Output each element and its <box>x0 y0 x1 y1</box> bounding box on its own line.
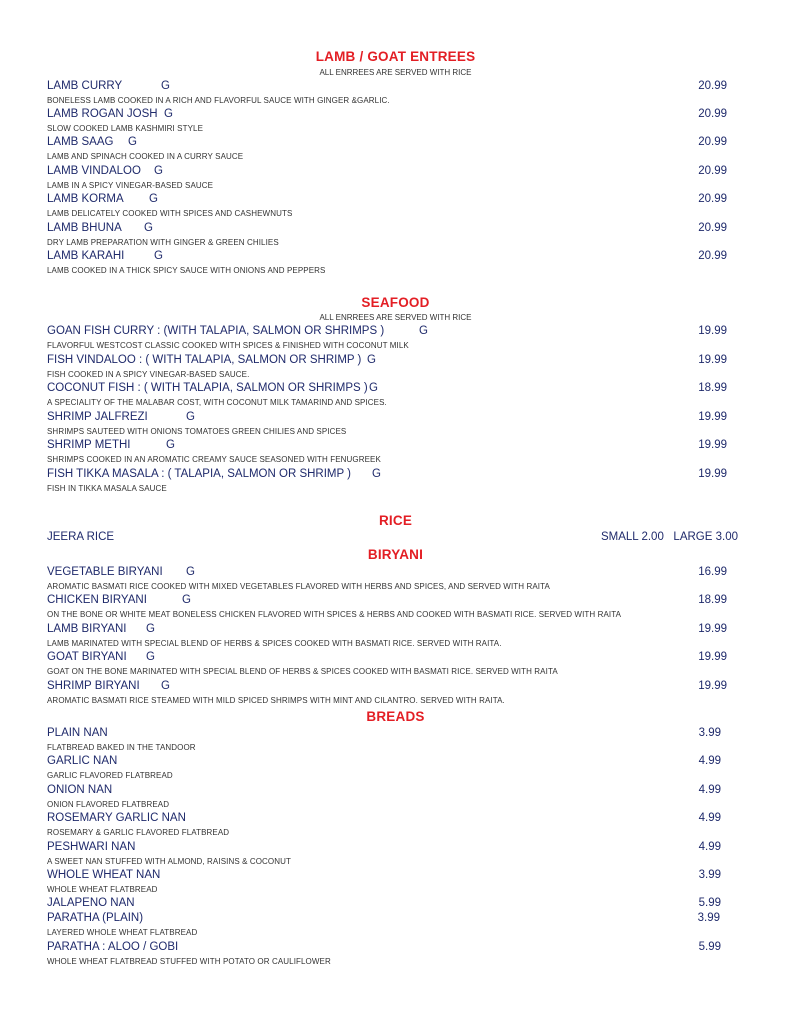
menu-item-price: SMALL 2.00 LARGE 3.00 <box>600 531 738 543</box>
menu-item-description: ROSEMARY & GARLIC FLAVORED FLATBREAD <box>47 828 230 837</box>
menu-item-price: 16.99 <box>698 566 727 578</box>
lamb-section-title: LAMB / GOAT ENTREES <box>315 49 476 64</box>
menu-item-price: 19.99 <box>698 680 727 692</box>
menu-item-description: DRY LAMB PREPARATION WITH GINGER & GREEN CHILIES <box>47 238 279 247</box>
biryani-section-title: BIRYANI <box>367 547 424 562</box>
menu-item-description: BONELESS LAMB COOKED IN A RICH AND FLAVORFUL SAUCE WITH GINGER &GARLIC. <box>47 96 390 105</box>
menu-item-name: WHOLE WHEAT NAN <box>47 869 161 881</box>
menu-item-description: LAYERED WHOLE WHEAT FLATBREAD <box>47 928 198 937</box>
menu-item-price: 20.99 <box>698 250 727 262</box>
menu-item-price: 19.99 <box>698 623 727 635</box>
gluten-marker: G <box>372 468 381 480</box>
gluten-marker: G <box>154 165 163 177</box>
menu-item-name: LAMB KORMA <box>47 193 124 205</box>
menu-item-name: CHICKEN BIRYANI <box>47 594 147 606</box>
menu-item-description: SLOW COOKED LAMB KASHMIRI STYLE <box>47 124 204 133</box>
menu-item-description: A SWEET NAN STUFFED WITH ALMOND, RAISINS & COCONUT <box>47 857 291 866</box>
menu-item-name: SHRIMP JALFREZI <box>47 411 148 423</box>
menu-item-price: 19.99 <box>698 468 727 480</box>
menu-item-price: 5.99 <box>698 897 721 909</box>
menu-item-name: PARATHA : ALOO / GOBI <box>47 941 179 953</box>
lamb-section-subtitle: ALL ENRREES ARE SERVED WITH RICE <box>319 68 472 77</box>
menu-item-name: LAMB KARAHI <box>47 250 125 262</box>
gluten-marker: G <box>186 411 195 423</box>
menu-item-price: 19.99 <box>698 325 727 337</box>
menu-item-description: GARLIC FLAVORED FLATBREAD <box>47 771 173 780</box>
gluten-marker: G <box>128 136 137 148</box>
menu-item-description: SHRIMPS SAUTEED WITH ONIONS TOMATOES GREEN CHILIES AND SPICES <box>47 427 347 436</box>
menu-item-description: LAMB AND SPINACH COOKED IN A CURRY SAUCE <box>47 152 244 161</box>
gluten-marker: G <box>166 439 175 451</box>
gluten-marker: G <box>154 250 163 262</box>
gluten-marker: G <box>164 108 173 120</box>
menu-item-name: JEERA RICE <box>47 531 115 543</box>
menu-item-price: 3.99 <box>698 727 721 739</box>
menu-item-description: A SPECIALITY OF THE MALABAR COST, WITH COCONUT MILK TAMARIND AND SPICES. <box>47 398 387 407</box>
menu-item-name: LAMB BHUNA <box>47 222 122 234</box>
menu-item-name: COCONUT FISH : ( WITH TALAPIA, SALMON OR SHRIMPS ) <box>47 382 368 394</box>
menu-item-description: FLAVORFUL WESTCOST CLASSIC COOKED WITH SPICES & FINISHED WITH COCONUT MILK <box>47 341 409 350</box>
menu-item-name: PESHWARI NAN <box>47 841 136 853</box>
menu-item-price: 4.99 <box>698 755 721 767</box>
menu-item-price: 19.99 <box>698 651 727 663</box>
menu-item-name: LAMB ROGAN JOSH <box>47 108 158 120</box>
menu-item-name: FISH VINDALOO : ( WITH TALAPIA, SALMON OR SHRIMP ) <box>47 354 362 366</box>
menu-item-name: ONION NAN <box>47 784 113 796</box>
menu-item-description: LAMB DELICATELY COOKED WITH SPICES AND CASHEWNUTS <box>47 209 293 218</box>
menu-item-description: FISH IN TIKKA MASALA SAUCE <box>47 484 167 493</box>
menu-item-price: 20.99 <box>698 108 727 120</box>
menu-item-price: 20.99 <box>698 80 727 92</box>
menu-item-name: SHRIMP METHI <box>47 439 131 451</box>
gluten-marker: G <box>144 222 153 234</box>
menu-item-price: 4.99 <box>698 812 721 824</box>
menu-item-name: VEGETABLE BIRYANI <box>47 566 163 578</box>
gluten-marker: G <box>367 354 376 366</box>
menu-item-price: 4.99 <box>698 841 721 853</box>
menu-item-name: LAMB VINDALOO <box>47 165 141 177</box>
menu-item-description: FISH COOKED IN A SPICY VINEGAR-BASED SAUCE. <box>47 370 250 379</box>
menu-item-description: WHOLE WHEAT FLATBREAD STUFFED WITH POTATO OR CAULIFLOWER <box>47 957 331 966</box>
rice-section-title: RICE <box>378 513 413 528</box>
gluten-marker: G <box>161 80 170 92</box>
gluten-marker: G <box>146 623 155 635</box>
menu-item-price: 4.99 <box>698 784 721 796</box>
menu-item-name: JALAPENO NAN <box>47 897 135 909</box>
menu-item-name: ROSEMARY GARLIC NAN <box>47 812 186 824</box>
gluten-marker: G <box>182 594 191 606</box>
menu-item-description: ON THE BONE OR WHITE MEAT BONELESS CHICKEN FLAVORED WITH SPICES & HERBS AND COOKED WITH BASMATI RICE. SERVED WITH RAITA <box>47 610 622 619</box>
breads-section-title: BREADS <box>366 709 425 724</box>
menu-item-name: PARATHA (PLAIN) <box>47 912 144 924</box>
gluten-marker: G <box>149 193 158 205</box>
menu-item-price: 20.99 <box>698 165 727 177</box>
seafood-section-title: SEAFOOD <box>361 295 430 310</box>
menu-item-description: AROMATIC BASMATI RICE STEAMED WITH MILD SPICED SHRIMPS WITH MINT AND CILANTRO. SERVED WITH RAITA. <box>47 696 505 705</box>
menu-item-name: LAMB CURRY <box>47 80 123 92</box>
menu-item-description: WHOLE WHEAT FLATBREAD <box>47 885 158 894</box>
menu-item-name: SHRIMP BIRYANI <box>47 680 140 692</box>
menu-item-name: LAMB BIRYANI <box>47 623 127 635</box>
menu-item-name: GOAT BIRYANI <box>47 651 127 663</box>
menu-item-description: ONION FLAVORED FLATBREAD <box>47 800 170 809</box>
menu-item-name: GARLIC NAN <box>47 755 118 767</box>
gluten-marker: G <box>146 651 155 663</box>
menu-item-name: FISH TIKKA MASALA : ( TALAPIA, SALMON OR SHRIMP ) <box>47 468 351 480</box>
menu-item-name: GOAN FISH CURRY : (WITH TALAPIA, SALMON OR SHRIMPS ) <box>47 325 385 337</box>
menu-item-price: 20.99 <box>698 193 727 205</box>
gluten-marker: G <box>161 680 170 692</box>
gluten-marker: G <box>186 566 195 578</box>
gluten-marker: G <box>419 325 428 337</box>
menu-item-price: 19.99 <box>698 439 727 451</box>
menu-item-description: SHRIMPS COOKED IN AN AROMATIC CREAMY SAUCE SEASONED WITH FENUGREEK <box>47 455 381 464</box>
menu-item-description: GOAT ON THE BONE MARINATED WITH SPECIAL BLEND OF HERBS & SPICES COOKED WITH BASMATI RICE. SERVED WITH RAITA <box>47 667 558 676</box>
menu-item-description: AROMATIC BASMATI RICE COOKED WITH MIXED VEGETABLES FLAVORED WITH HERBS AND SPICES, AND SERVED WITH RAITA <box>47 582 550 591</box>
menu-item-price: 20.99 <box>698 136 727 148</box>
menu-item-price: 3.99 <box>698 869 721 881</box>
menu-item-price: 19.99 <box>698 354 727 366</box>
menu-item-price: 5.99 <box>698 941 721 953</box>
menu-item-price: 18.99 <box>698 382 727 394</box>
menu-item-description: FLATBREAD BAKED IN THE TANDOOR <box>47 743 196 752</box>
menu-item-price: 19.99 <box>698 411 727 423</box>
menu-item-name: LAMB SAAG <box>47 136 114 148</box>
menu-item-description: LAMB MARINATED WITH SPECIAL BLEND OF HERBS & SPICES COOKED WITH BASMATI RICE. SERVED WITH RAITA. <box>47 639 502 648</box>
menu-item-name: PLAIN NAN <box>47 727 108 739</box>
menu-item-price: 18.99 <box>698 594 727 606</box>
menu-item-price: 3.99 <box>697 912 720 924</box>
menu-item-description: LAMB IN A SPICY VINEGAR-BASED SAUCE <box>47 181 214 190</box>
gluten-marker: G <box>369 382 378 394</box>
seafood-section-subtitle: ALL ENRREES ARE SERVED WITH RICE <box>319 313 472 322</box>
menu-item-price: 20.99 <box>698 222 727 234</box>
menu-item-description: LAMB COOKED IN A THICK SPICY SAUCE WITH ONIONS AND PEPPERS <box>47 266 326 275</box>
